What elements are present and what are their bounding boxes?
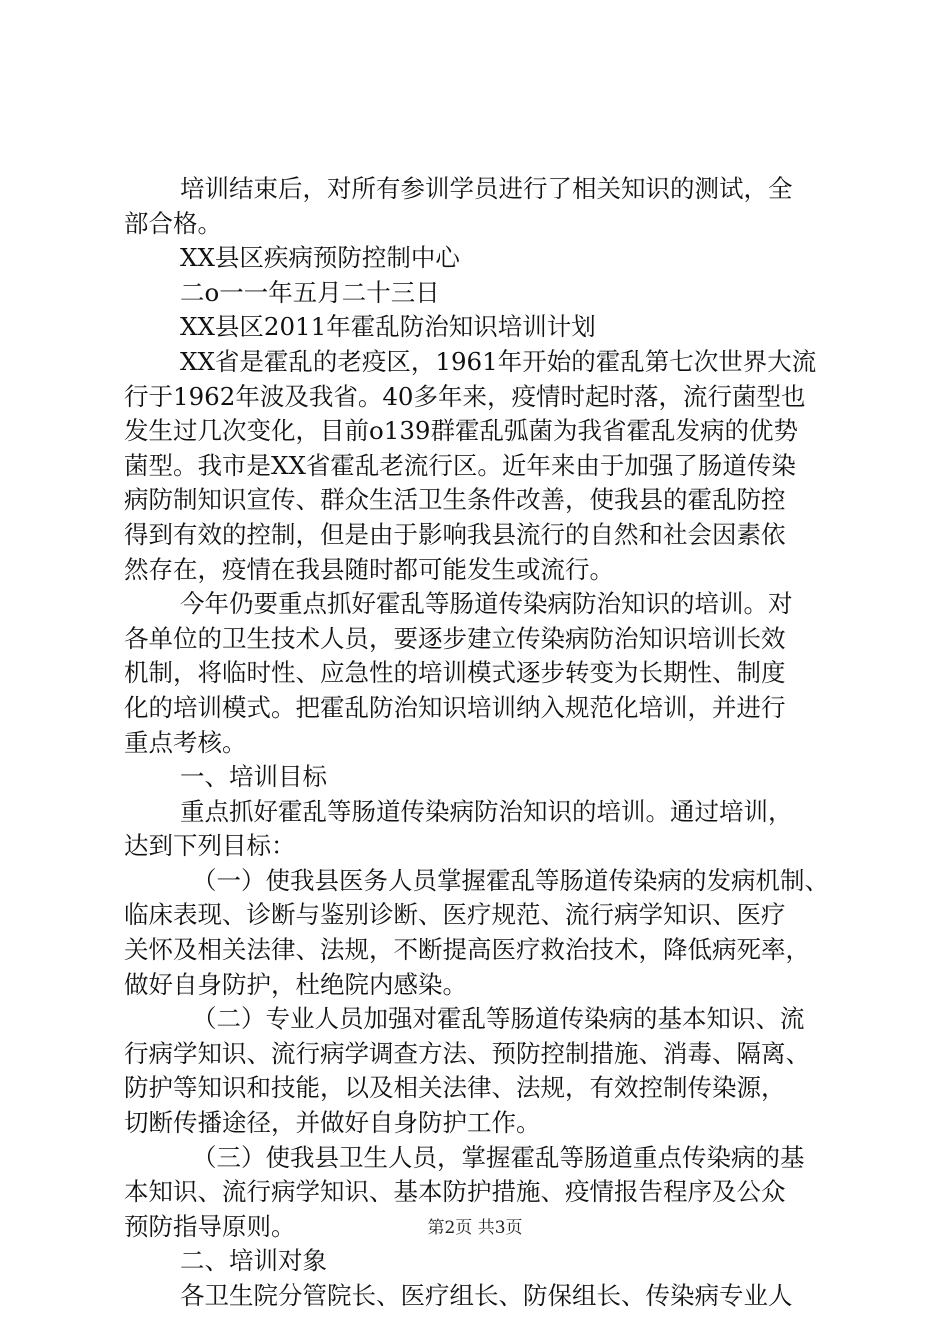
text-line: 做好自身防护，杜绝院内感染。 xyxy=(124,969,467,999)
text-line: 得到有效的控制，但是由于影响我县流行的自然和社会因素依 xyxy=(124,519,786,549)
text-line: 机制，将临时性、应急性的培训模式逐步转变为长期性、制度 xyxy=(124,658,786,688)
text-line: 重点抓好霍乱等肠道传染病防治知识的培训。通过培训， xyxy=(180,796,793,826)
text-line: 行病学知识、流行病学调查方法、预防控制措施、消毒、隔离、 xyxy=(124,1038,810,1068)
text-line: 重点考核。 xyxy=(124,727,247,757)
text-line: 然存在，疫情在我县随时都可能发生或流行。 xyxy=(124,554,614,584)
text-line: 部合格。 xyxy=(124,208,222,238)
text-line: 预防指导原则。 xyxy=(124,1211,296,1241)
page-number-footer: 第2页 共3页 xyxy=(427,1218,523,1238)
section-heading: 一、培训目标 xyxy=(180,762,327,792)
section-heading: 二、培训对象 xyxy=(180,1246,327,1276)
text-line: XX省是霍乱的老疫区，1961年开始的霍乱第七次世界大流 xyxy=(180,346,817,376)
section-title: XX县区2011年霍乱防治知识培训计划 xyxy=(180,312,596,342)
text-line: 达到下列目标： xyxy=(124,831,296,861)
text-line: 病防制知识宣传、群众生活卫生条件改善，使我县的霍乱防控 xyxy=(124,485,786,515)
list-item: （一）使我县医务人员掌握霍乱等肠道传染病的发病机制、 xyxy=(192,865,829,895)
text-line: 防护等知识和技能，以及相关法律、法规，有效控制传染源， xyxy=(124,1073,786,1103)
text-line: 培训结束后，对所有参训学员进行了相关知识的测试，全 xyxy=(180,174,793,203)
text-line: 今年仍要重点抓好霍乱等肠道传染病防治知识的培训。对 xyxy=(180,589,793,619)
text-line: 临床表现、诊断与鉴别诊断、医疗规范、流行病学知识、医疗 xyxy=(124,900,786,930)
text-line: 行于1962年波及我省。40多年来，疫情时起时落，流行菌型也 xyxy=(124,381,806,411)
text-line: 本知识、流行病学知识、基本防护措施、疫情报告程序及公众 xyxy=(124,1177,786,1207)
document-body xyxy=(124,172,836,1314)
document-date: 二o一一年五月二十三日 xyxy=(180,277,440,307)
text-line: 化的培训模式。把霍乱防治知识培训纳入规范化培训，并进行 xyxy=(124,692,786,722)
organization-name: XX县区疾病预防控制中心 xyxy=(180,243,460,273)
list-item: （二）专业人员加强对霍乱等肠道传染病的基本知识、流 xyxy=(192,1004,805,1034)
text-line: 菌型。我市是XX省霍乱老流行区。近年来由于加强了肠道传染 xyxy=(124,450,796,480)
text-line: 切断传播途径，并做好自身防护工作。 xyxy=(124,1108,541,1138)
list-item: （三）使我县卫生人员，掌握霍乱等肠道重点传染病的基 xyxy=(192,1142,805,1172)
text-line: 各单位的卫生技术人员，要逐步建立传染病防治知识培训长效 xyxy=(124,623,786,653)
text-line: 关怀及相关法律、法规，不断提高医疗救治技术，降低病死率， xyxy=(124,935,810,965)
text-line: 发生过几次变化，目前o139群霍乱弧菌为我省霍乱发病的优势 xyxy=(124,416,799,446)
text-line: 各卫生院分管院长、医疗组长、防保组长、传染病专业人 xyxy=(180,1281,793,1310)
